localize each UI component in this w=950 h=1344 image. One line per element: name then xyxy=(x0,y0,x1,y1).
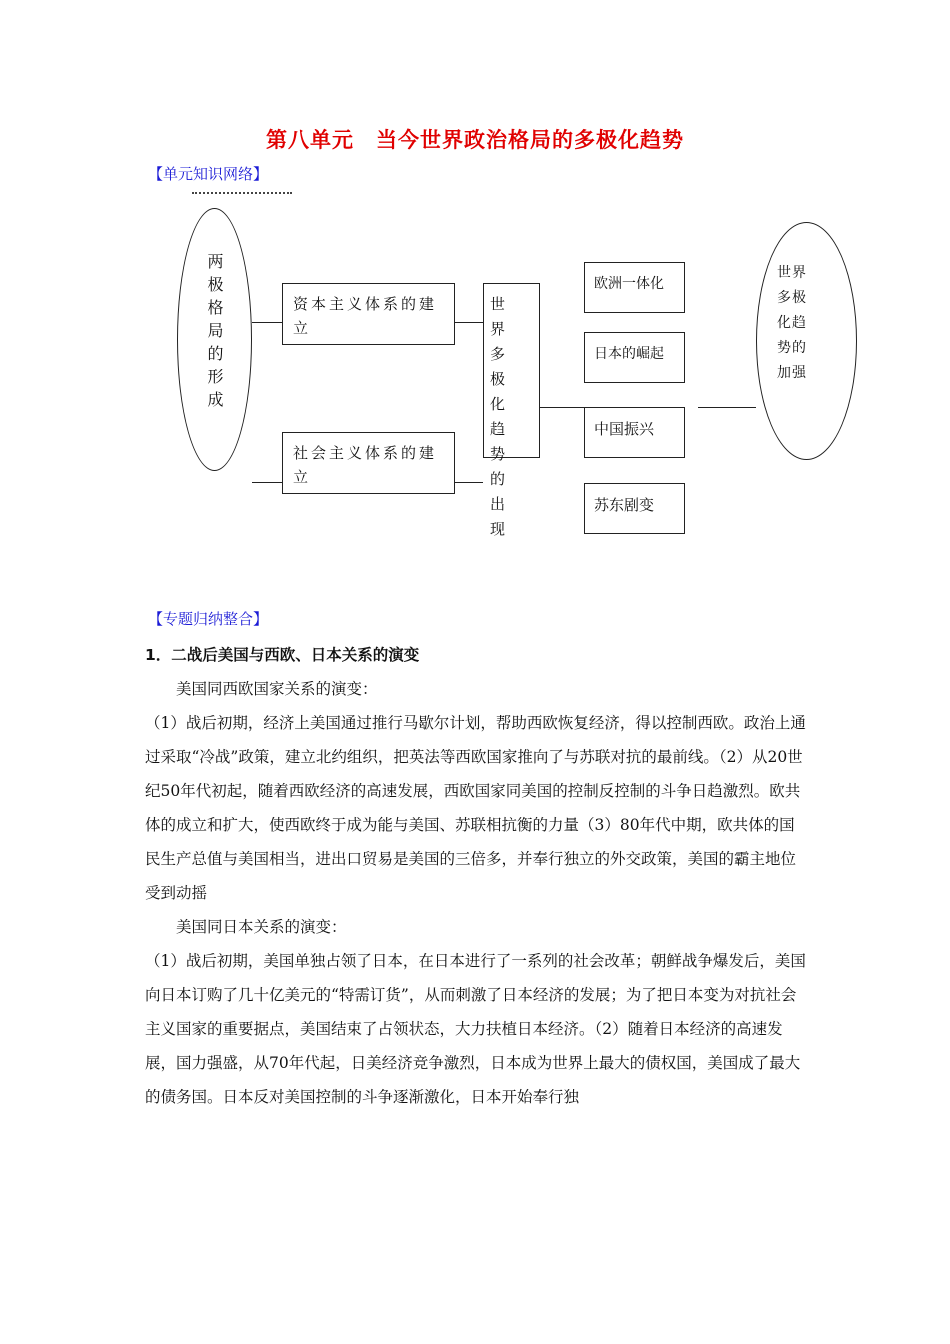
box-socialist-system xyxy=(282,432,455,494)
box-european-integration xyxy=(584,262,685,313)
subsection-title: 1．二战后美国与西欧、日本关系的演变 xyxy=(145,646,420,664)
paragraph-heading-japan: 美国同日本关系的演变： xyxy=(176,918,347,936)
box-japan-rise xyxy=(584,332,685,383)
section-heading-summary: 【专题归纳整合】 xyxy=(148,610,269,628)
section-heading-network: 【单元知识网络】 xyxy=(148,165,269,183)
decorative-strip xyxy=(192,192,292,200)
page-title: 第八单元 当今世界政治格局的多极化趋势 xyxy=(266,128,684,152)
item-label: 中国振兴 xyxy=(594,420,655,438)
connector-line xyxy=(252,482,282,483)
box-multipolar-emergence xyxy=(483,283,540,538)
box-multipolar-label: 世界多极化趋势的出现 xyxy=(490,295,514,538)
item-label: 苏东剧变 xyxy=(594,496,655,514)
ellipse-multipolar-label: 世界多极化趋势的加强 xyxy=(777,265,807,381)
ellipse-multipolar-strengthening xyxy=(756,222,857,460)
box-capitalist-system xyxy=(282,283,455,345)
ellipse-bipolar-formation xyxy=(177,208,252,471)
item-label: 日本的崛起 xyxy=(594,346,664,362)
box-socialist-label: 社会主义体系的建立 xyxy=(293,444,438,486)
connector-line xyxy=(455,322,483,323)
paragraph-europe: （1）战后初期，经济上美国通过推行马歇尔计划，帮助西欧恢复经济，得以控制西欧。政治上通过采取“冷战”政策，建立北约组织，把英法等西欧国家推向了与苏联对抗的最前线。（2）从20世纪50年代初起，随着西欧经济的高速发展，西欧国家同美国的控制反控制的斗争日趋激烈。欧共体的成立和扩大，使西欧终于成为能与美国、苏联相抗衡的力量（3）80年代中期，欧共体的国民生产总值与美国相当，进出口贸易是美国的三倍多，并奉行独立的外交政策，美国的霸主地位受到动摇 xyxy=(145,714,806,902)
connector-line xyxy=(698,407,756,408)
ellipse-bipolar-label: 两极格局的形成 xyxy=(205,253,224,414)
connector-line xyxy=(252,322,282,323)
paragraph-heading-europe: 美国同西欧国家关系的演变： xyxy=(176,680,378,698)
box-china-revival xyxy=(584,407,685,458)
box-soviet-upheaval xyxy=(584,483,685,534)
paragraph-japan: （1）战后初期，美国单独占领了日本，在日本进行了一系列的社会改革；朝鲜战争爆发后，美国向日本订购了几十亿美元的“特需订货”，从而刺激了日本经济的发展；为了把日本变为对抗社会主义国家的重要据点，美国结束了占领状态，大力扶植日本经济。（2）随着日本经济的高速发展，国力强盛，从70年代起，日美经济竞争激烈，日本成为世界上最大的债权国，美国成了最大的债务国。日本反对美国控制的斗争逐渐激化，日本开始奉行独 xyxy=(145,952,806,1106)
box-capitalist-label: 资本主义体系的建立 xyxy=(293,295,438,337)
item-label: 欧洲一体化 xyxy=(594,276,664,292)
article-body xyxy=(145,672,810,1114)
connector-line xyxy=(455,482,483,483)
connector-line xyxy=(540,407,584,408)
knowledge-network-diagram xyxy=(0,0,950,560)
